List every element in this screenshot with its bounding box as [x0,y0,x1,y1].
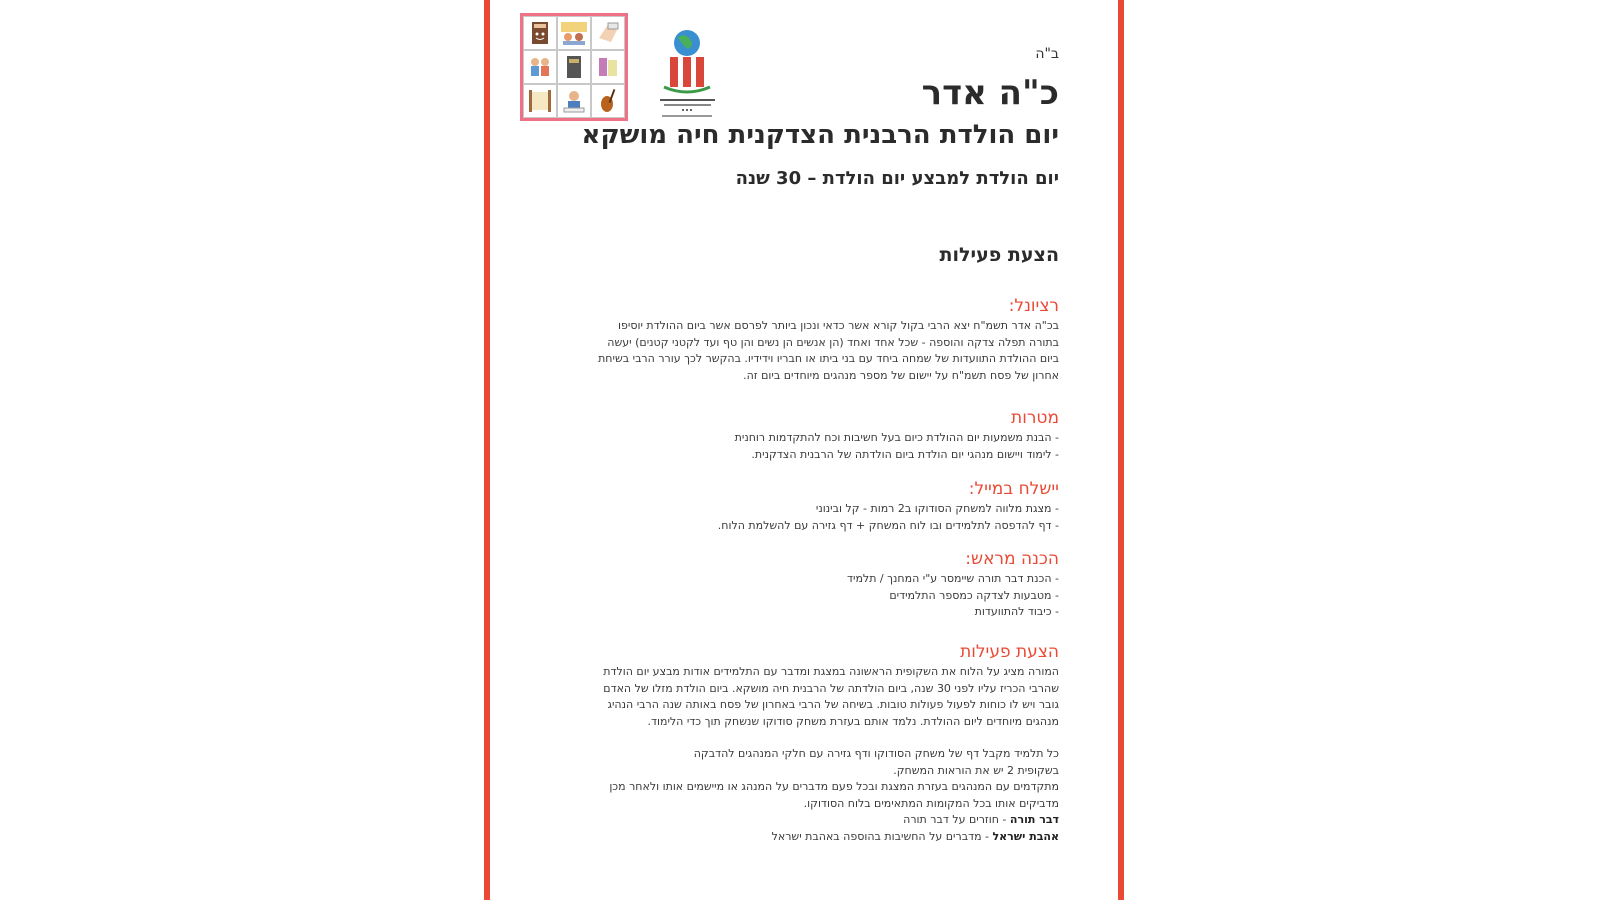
activity-line: כל תלמיד מקבל דף של משחק הסודוקו ודף גזירה עם חלקי המנהגים להדבקה [693,747,1059,760]
page-title: יום הולדת הרבנית הצדקנית חיה מושקא [581,120,1059,150]
torah-text: - חוזרים על דבר תורה [903,813,1010,826]
activity-section [559,642,1059,845]
cell-book-icon [523,16,557,50]
page-subtitle: יום הולדת למבצע יום הולדת – 30 שנה [735,168,1059,189]
prep-section [559,549,1059,621]
rationale-line: אחרון של פסח תשמ"ח על יישום של מספר מנהגים מיוחדים ביום זה. [743,368,1059,382]
email-section [559,479,1059,534]
goals-heading: מטרות [1011,408,1059,428]
prep-heading: הכנה מראש: [965,549,1059,569]
prep-line: - כיבוד להתוועדות [974,605,1059,618]
activity-line: בשקופית 2 יש את הוראות המשחק. [893,763,1059,777]
email-heading: יישלח במייל: [968,479,1059,499]
activity-suggestion-heading: הצעת פעילות [939,244,1059,266]
email-line: - דף להדפסה לתלמידים ובו לוח המשחק + דף גזירה עם להשלמת הלוח. [717,518,1059,532]
activity-heading: הצעת פעילות [960,642,1059,662]
cell-violin-icon [591,84,625,118]
document-page [484,0,1124,900]
activity-line: מנהגים מיוחדים ליום ההולדת. נלמד אותם בעזרת משחק סודוקו שנשחק תוך כדי הלימוד. [647,714,1059,728]
activity-line: מדביקים אותו בכל המקומות המתאימים בלוח הסודוקו. [803,796,1059,810]
goals-section [559,408,1059,463]
activity-line: שהרבי הכריז עליו לפני 30 שנה, ביום הולדתה של הרבנית חיה מושקא. ביום הולדת מזלו של האדם [603,681,1059,695]
activity-line: גובר ויש לו כוחות לפעול פעולות טובות. בשיחה של הרבי באחרון של פסח באותה שנה הרבי הנהיג [607,698,1059,711]
activity-line: מתקדמים עם המנהגים בעזרת המצגת ובכל פעם מדברים על המנהג או מיישמים אותו ולאחר מכן [609,780,1059,793]
rationale-section [559,296,1059,384]
prep-line: - מטבעות לצדקה כמספר התלמידים [889,588,1059,602]
rationale-line: בתורה תפלה צדקה והוספה - שכל אחד ואחד (הן אנשים הן נשים והן טף ועד לקטני קטנים) יעשה [607,335,1059,349]
bh-mark: ב"ה [1035,46,1059,62]
ahavat-label: אהבת ישראל [992,829,1059,843]
cell-classroom-icon [557,16,591,50]
date-heading: כ"ה אדר [921,73,1059,113]
cell-prayer-book-icon [557,50,591,84]
cell-hand-icon [591,16,625,50]
ahavat-line [559,829,1059,846]
email-line: - מצגת מלווה למשחק הסודוקו ב2 רמות - קל ובינוני [815,502,1059,515]
cell-student-icon [557,84,591,118]
goals-line: - לימוד ויישום מנהגי יום הולדת ביום הולדתה של הרבנית הצדקנית. [751,447,1059,461]
cell-torah-scroll-icon [523,84,557,118]
goals-line: - הבנת משמעות יום ההולדת כיום בעל חשיבות וכח להתקדמות רוחנית [734,431,1059,444]
cell-children-icon [523,50,557,84]
cell-books-icon [591,50,625,84]
ahavat-text: - מדברים על החשיבות בהוספה באהבת ישראל [771,829,993,843]
activity-line: המורה מציג על הלוח את השקופית הראשונה במצגת ומדבר עם התלמידים אודות מבצע יום הולדת [603,665,1059,678]
sudoku-collage-image [520,13,628,121]
school-logo [640,25,735,125]
rationale-line: בכ"ה אדר תשמ"ח יצא הרבי בקול קורא אשר כדאי ונכון ביותר לפרסם אשר ביום ההולדת יוסיפו [618,319,1059,332]
torah-line [559,812,1059,829]
globe-tower-icon [640,25,735,125]
rationale-line: ביום ההולדת התוועדות של שמחה ביחד עם בני ביתו או חבריו וידידיו. בהקשר לכך עורר הרבי בשיחת [598,352,1059,365]
torah-label: דבר תורה [1009,813,1059,826]
rationale-heading: רציונל: [1008,296,1059,316]
prep-line: - הכנת דבר תורה שיימסר ע"י המחנך / תלמיד [847,572,1059,585]
